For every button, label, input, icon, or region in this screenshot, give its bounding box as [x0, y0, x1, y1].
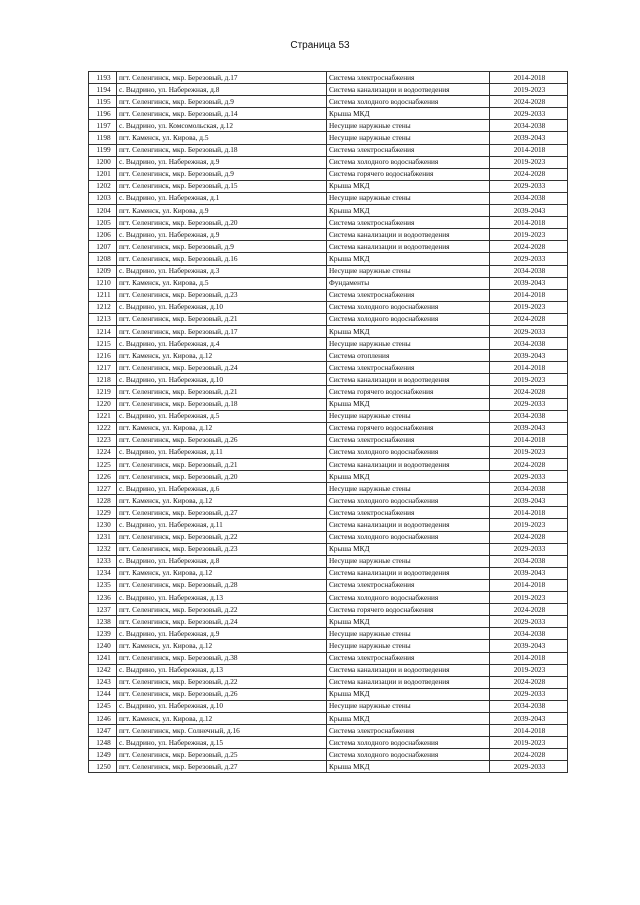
system-cell: Система горячего водоснабжения — [327, 386, 490, 398]
period-cell: 2039-2043 — [490, 132, 568, 144]
table-row — [89, 555, 568, 567]
address-cell: пгт. Селенгинск, мкр. Березовый, д.38 — [117, 652, 327, 664]
address-cell: пгт. Селенгинск, мкр. Березовый, д.26 — [117, 434, 327, 446]
period-cell: 2029-2033 — [490, 180, 568, 192]
address-cell: пгт. Селенгинск, мкр. Березовый, д.26 — [117, 688, 327, 700]
period-cell: 2039-2043 — [490, 640, 568, 652]
system-cell: Крыша МКД — [327, 325, 490, 337]
row-number: 1197 — [89, 120, 117, 132]
row-number: 1213 — [89, 313, 117, 325]
address-cell: с. Выдрино, ул. Набережная, д.6 — [117, 483, 327, 495]
row-number: 1234 — [89, 567, 117, 579]
row-number: 1246 — [89, 712, 117, 724]
address-cell: пгт. Селенгинск, мкр. Березовый, д.9 — [117, 241, 327, 253]
system-cell: Крыша МКД — [327, 712, 490, 724]
period-cell: 2014-2018 — [490, 725, 568, 737]
page-title: Страница 53 — [290, 40, 350, 51]
address-cell: с. Выдрино, ул. Набережная, д.10 — [117, 301, 327, 313]
table-row — [89, 664, 568, 676]
row-number: 1245 — [89, 700, 117, 712]
address-cell: с. Выдрино, ул. Набережная, д.11 — [117, 519, 327, 531]
address-cell: с. Выдрино, ул. Набережная, д.4 — [117, 338, 327, 350]
period-cell: 2029-2033 — [490, 471, 568, 483]
period-cell: 2034-2038 — [490, 410, 568, 422]
row-number: 1206 — [89, 229, 117, 241]
table-row — [89, 217, 568, 229]
table-row — [89, 398, 568, 410]
table-row — [89, 446, 568, 458]
system-cell: Система электроснабжения — [327, 579, 490, 591]
row-number: 1225 — [89, 459, 117, 471]
address-cell: с. Выдрино, ул. Набережная, д.8 — [117, 84, 327, 96]
address-cell: пгт. Селенгинск, мкр. Березовый, д.22 — [117, 531, 327, 543]
row-number: 1194 — [89, 84, 117, 96]
address-cell: пгт. Селенгинск, мкр. Солнечный, д.16 — [117, 725, 327, 737]
row-number: 1199 — [89, 144, 117, 156]
address-cell: с. Выдрино, ул. Набережная, д.15 — [117, 737, 327, 749]
system-cell: Система холодного водоснабжения — [327, 592, 490, 604]
system-cell: Несущие наружные стены — [327, 628, 490, 640]
table-row — [89, 313, 568, 325]
table-row — [89, 144, 568, 156]
period-cell: 2014-2018 — [490, 362, 568, 374]
row-number: 1209 — [89, 265, 117, 277]
row-number: 1241 — [89, 652, 117, 664]
system-cell: Система электроснабжения — [327, 289, 490, 301]
row-number: 1210 — [89, 277, 117, 289]
period-cell: 2029-2033 — [490, 253, 568, 265]
address-cell: пгт. Каменск, ул. Кирова, д.12 — [117, 422, 327, 434]
table-row — [89, 362, 568, 374]
system-cell: Система электроснабжения — [327, 725, 490, 737]
period-cell: 2019-2023 — [490, 519, 568, 531]
system-cell: Несущие наружные стены — [327, 700, 490, 712]
table-row — [89, 338, 568, 350]
period-cell: 2039-2043 — [490, 422, 568, 434]
address-cell: пгт. Каменск, ул. Кирова, д.12 — [117, 350, 327, 362]
row-number: 1207 — [89, 241, 117, 253]
system-cell: Система холодного водоснабжения — [327, 737, 490, 749]
address-cell: пгт. Каменск, ул. Кирова, д.12 — [117, 567, 327, 579]
table-row — [89, 471, 568, 483]
address-cell: пгт. Селенгинск, мкр. Березовый, д.22 — [117, 676, 327, 688]
table-row — [89, 567, 568, 579]
system-cell: Крыша МКД — [327, 253, 490, 265]
address-cell: с. Выдрино, ул. Набережная, д.8 — [117, 555, 327, 567]
address-cell: пгт. Селенгинск, мкр. Березовый, д.18 — [117, 398, 327, 410]
address-cell: пгт. Селенгинск, мкр. Березовый, д.27 — [117, 761, 327, 773]
table-row — [89, 700, 568, 712]
system-cell: Несущие наружные стены — [327, 640, 490, 652]
system-cell: Система холодного водоснабжения — [327, 531, 490, 543]
period-cell: 2029-2033 — [490, 761, 568, 773]
row-number: 1226 — [89, 471, 117, 483]
system-cell: Несущие наружные стены — [327, 410, 490, 422]
table-row — [89, 192, 568, 204]
period-cell: 2024-2028 — [490, 168, 568, 180]
period-cell: 2029-2033 — [490, 543, 568, 555]
address-cell: пгт. Селенгинск, мкр. Березовый, д.24 — [117, 616, 327, 628]
period-cell: 2019-2023 — [490, 737, 568, 749]
table-row — [89, 301, 568, 313]
period-cell: 2039-2043 — [490, 277, 568, 289]
period-cell: 2034-2038 — [490, 483, 568, 495]
address-cell: с. Выдрино, ул. Набережная, д.13 — [117, 592, 327, 604]
table-row — [89, 120, 568, 132]
address-cell: пгт. Селенгинск, мкр. Березовый, д.15 — [117, 180, 327, 192]
system-cell: Система канализации и водоотведения — [327, 459, 490, 471]
table-row — [89, 604, 568, 616]
period-cell: 2019-2023 — [490, 446, 568, 458]
system-cell: Система холодного водоснабжения — [327, 749, 490, 761]
address-cell: пгт. Селенгинск, мкр. Березовый, д.9 — [117, 168, 327, 180]
address-cell: пгт. Селенгинск, мкр. Березовый, д.27 — [117, 507, 327, 519]
table-row — [89, 507, 568, 519]
system-cell: Крыша МКД — [327, 398, 490, 410]
period-cell: 2024-2028 — [490, 241, 568, 253]
row-number: 1217 — [89, 362, 117, 374]
system-cell: Система канализации и водоотведения — [327, 676, 490, 688]
table-row — [89, 688, 568, 700]
address-cell: пгт. Селенгинск, мкр. Березовый, д.28 — [117, 579, 327, 591]
address-cell: пгт. Селенгинск, мкр. Березовый, д.17 — [117, 72, 327, 84]
table-row — [89, 374, 568, 386]
row-number: 1231 — [89, 531, 117, 543]
table-row — [89, 483, 568, 495]
period-cell: 2024-2028 — [490, 531, 568, 543]
address-cell: с. Выдрино, ул. Набережная, д.9 — [117, 628, 327, 640]
system-cell: Система канализации и водоотведения — [327, 664, 490, 676]
table-row — [89, 543, 568, 555]
period-cell: 2029-2033 — [490, 108, 568, 120]
address-cell: пгт. Селенгинск, мкр. Березовый, д.20 — [117, 471, 327, 483]
table-row — [89, 725, 568, 737]
system-cell: Система электроснабжения — [327, 72, 490, 84]
table-row — [89, 132, 568, 144]
system-cell: Крыша МКД — [327, 543, 490, 555]
period-cell: 2014-2018 — [490, 72, 568, 84]
table-row — [89, 495, 568, 507]
table-row — [89, 422, 568, 434]
period-cell: 2039-2043 — [490, 567, 568, 579]
table-row — [89, 628, 568, 640]
row-number: 1214 — [89, 325, 117, 337]
address-cell: пгт. Селенгинск, мкр. Березовый, д.23 — [117, 543, 327, 555]
table-row — [89, 229, 568, 241]
row-number: 1201 — [89, 168, 117, 180]
address-cell: пгт. Селенгинск, мкр. Березовый, д.9 — [117, 96, 327, 108]
system-cell: Несущие наружные стены — [327, 120, 490, 132]
system-cell: Крыша МКД — [327, 688, 490, 700]
row-number: 1244 — [89, 688, 117, 700]
row-number: 1236 — [89, 592, 117, 604]
period-cell: 2014-2018 — [490, 434, 568, 446]
row-number: 1227 — [89, 483, 117, 495]
period-cell: 2024-2028 — [490, 749, 568, 761]
period-cell: 2019-2023 — [490, 229, 568, 241]
row-number: 1211 — [89, 289, 117, 301]
table-row — [89, 386, 568, 398]
row-number: 1193 — [89, 72, 117, 84]
row-number: 1205 — [89, 217, 117, 229]
table-row — [89, 761, 568, 773]
row-number: 1222 — [89, 422, 117, 434]
period-cell: 2029-2033 — [490, 688, 568, 700]
row-number: 1212 — [89, 301, 117, 313]
address-cell: пгт. Селенгинск, мкр. Березовый, д.23 — [117, 289, 327, 301]
address-cell: пгт. Селенгинск, мкр. Березовый, д.25 — [117, 749, 327, 761]
table-row — [89, 289, 568, 301]
system-cell: Система отопления — [327, 350, 490, 362]
system-cell: Система холодного водоснабжения — [327, 446, 490, 458]
row-number: 1220 — [89, 398, 117, 410]
period-cell: 2034-2038 — [490, 265, 568, 277]
period-cell: 2039-2043 — [490, 350, 568, 362]
row-number: 1228 — [89, 495, 117, 507]
row-number: 1250 — [89, 761, 117, 773]
system-cell: Система электроснабжения — [327, 362, 490, 374]
address-cell: пгт. Селенгинск, мкр. Березовый, д.24 — [117, 362, 327, 374]
system-cell: Система электроснабжения — [327, 217, 490, 229]
period-cell: 2034-2038 — [490, 192, 568, 204]
row-number: 1235 — [89, 579, 117, 591]
address-cell: пгт. Селенгинск, мкр. Березовый, д.18 — [117, 144, 327, 156]
repair-schedule-table — [88, 71, 568, 773]
period-cell: 2014-2018 — [490, 289, 568, 301]
address-cell: пгт. Селенгинск, мкр. Березовый, д.14 — [117, 108, 327, 120]
system-cell: Система канализации и водоотведения — [327, 374, 490, 386]
row-number: 1237 — [89, 604, 117, 616]
address-cell: пгт. Селенгинск, мкр. Березовый, д.22 — [117, 604, 327, 616]
table-row — [89, 350, 568, 362]
row-number: 1247 — [89, 725, 117, 737]
table-row — [89, 205, 568, 217]
row-number: 1198 — [89, 132, 117, 144]
system-cell: Крыша МКД — [327, 108, 490, 120]
table-row — [89, 72, 568, 84]
table-row — [89, 640, 568, 652]
table-row — [89, 108, 568, 120]
system-cell: Система холодного водоснабжения — [327, 156, 490, 168]
period-cell: 2019-2023 — [490, 664, 568, 676]
table-row — [89, 592, 568, 604]
address-cell: с. Выдрино, ул. Набережная, д.1 — [117, 192, 327, 204]
row-number: 1233 — [89, 555, 117, 567]
period-cell: 2014-2018 — [490, 507, 568, 519]
row-number: 1243 — [89, 676, 117, 688]
table-row — [89, 180, 568, 192]
system-cell: Система канализации и водоотведения — [327, 567, 490, 579]
period-cell: 2019-2023 — [490, 374, 568, 386]
system-cell: Крыша МКД — [327, 761, 490, 773]
row-number: 1240 — [89, 640, 117, 652]
system-cell: Несущие наружные стены — [327, 483, 490, 495]
period-cell: 2024-2028 — [490, 313, 568, 325]
row-number: 1204 — [89, 205, 117, 217]
system-cell: Несущие наружные стены — [327, 555, 490, 567]
table-row — [89, 712, 568, 724]
system-cell: Система канализации и водоотведения — [327, 84, 490, 96]
row-number: 1224 — [89, 446, 117, 458]
system-cell: Система электроснабжения — [327, 144, 490, 156]
period-cell: 2019-2023 — [490, 156, 568, 168]
row-number: 1216 — [89, 350, 117, 362]
period-cell: 2024-2028 — [490, 604, 568, 616]
system-cell: Несущие наружные стены — [327, 265, 490, 277]
table-row — [89, 459, 568, 471]
table-row — [89, 325, 568, 337]
table-row — [89, 253, 568, 265]
period-cell: 2039-2043 — [490, 712, 568, 724]
address-cell: пгт. Каменск, ул. Кирова, д.9 — [117, 205, 327, 217]
period-cell: 2029-2033 — [490, 398, 568, 410]
row-number: 1238 — [89, 616, 117, 628]
period-cell: 2034-2038 — [490, 555, 568, 567]
row-number: 1208 — [89, 253, 117, 265]
system-cell: Фундаменты — [327, 277, 490, 289]
table-row — [89, 265, 568, 277]
address-cell: с. Выдрино, ул. Набережная, д.3 — [117, 265, 327, 277]
period-cell: 2034-2038 — [490, 700, 568, 712]
system-cell: Система канализации и водоотведения — [327, 241, 490, 253]
table-row — [89, 652, 568, 664]
address-cell: пгт. Селенгинск, мкр. Березовый, д.16 — [117, 253, 327, 265]
system-cell: Несущие наружные стены — [327, 132, 490, 144]
period-cell: 2024-2028 — [490, 459, 568, 471]
table-row — [89, 616, 568, 628]
system-cell: Система электроснабжения — [327, 434, 490, 446]
row-number: 1219 — [89, 386, 117, 398]
period-cell: 2019-2023 — [490, 301, 568, 313]
row-number: 1203 — [89, 192, 117, 204]
table-row — [89, 277, 568, 289]
system-cell: Крыша МКД — [327, 180, 490, 192]
table-row — [89, 168, 568, 180]
table-row — [89, 519, 568, 531]
row-number: 1202 — [89, 180, 117, 192]
table-row — [89, 96, 568, 108]
row-number: 1232 — [89, 543, 117, 555]
table-row — [89, 531, 568, 543]
table-row — [89, 434, 568, 446]
row-number: 1196 — [89, 108, 117, 120]
period-cell: 2039-2043 — [490, 205, 568, 217]
row-number: 1229 — [89, 507, 117, 519]
system-cell: Система холодного водоснабжения — [327, 313, 490, 325]
system-cell: Система канализации и водоотведения — [327, 229, 490, 241]
row-number: 1200 — [89, 156, 117, 168]
row-number: 1218 — [89, 374, 117, 386]
period-cell: 2039-2043 — [490, 495, 568, 507]
table-row — [89, 156, 568, 168]
system-cell: Крыша МКД — [327, 205, 490, 217]
table-body — [89, 72, 568, 773]
address-cell: с. Выдрино, ул. Набережная, д.11 — [117, 446, 327, 458]
system-cell: Система электроснабжения — [327, 507, 490, 519]
system-cell: Система холодного водоснабжения — [327, 96, 490, 108]
row-number: 1221 — [89, 410, 117, 422]
row-number: 1223 — [89, 434, 117, 446]
address-cell: пгт. Селенгинск, мкр. Березовый, д.17 — [117, 325, 327, 337]
system-cell: Крыша МКД — [327, 616, 490, 628]
period-cell: 2019-2023 — [490, 592, 568, 604]
address-cell: пгт. Каменск, ул. Кирова, д.12 — [117, 712, 327, 724]
row-number: 1248 — [89, 737, 117, 749]
period-cell: 2014-2018 — [490, 579, 568, 591]
system-cell: Система горячего водоснабжения — [327, 168, 490, 180]
period-cell: 2034-2038 — [490, 628, 568, 640]
address-cell: с. Выдрино, ул. Набережная, д.10 — [117, 700, 327, 712]
period-cell: 2034-2038 — [490, 338, 568, 350]
table-row — [89, 676, 568, 688]
system-cell: Система канализации и водоотведения — [327, 519, 490, 531]
address-cell: с. Выдрино, ул. Комсомольская, д.12 — [117, 120, 327, 132]
system-cell: Несущие наружные стены — [327, 192, 490, 204]
system-cell: Система горячего водоснабжения — [327, 604, 490, 616]
period-cell: 2019-2023 — [490, 84, 568, 96]
address-cell: с. Выдрино, ул. Набережная, д.9 — [117, 229, 327, 241]
period-cell: 2034-2038 — [490, 120, 568, 132]
address-cell: пгт. Каменск, ул. Кирова, д.5 — [117, 277, 327, 289]
row-number: 1230 — [89, 519, 117, 531]
address-cell: с. Выдрино, ул. Набережная, д.5 — [117, 410, 327, 422]
address-cell: пгт. Каменск, ул. Кирова, д.12 — [117, 495, 327, 507]
system-cell: Крыша МКД — [327, 471, 490, 483]
address-cell: пгт. Селенгинск, мкр. Березовый, д.21 — [117, 459, 327, 471]
period-cell: 2024-2028 — [490, 386, 568, 398]
address-cell: пгт. Каменск, ул. Кирова, д.12 — [117, 640, 327, 652]
system-cell: Система электроснабжения — [327, 652, 490, 664]
row-number: 1242 — [89, 664, 117, 676]
address-cell: пгт. Селенгинск, мкр. Березовый, д.21 — [117, 386, 327, 398]
table-row — [89, 241, 568, 253]
system-cell: Система холодного водоснабжения — [327, 301, 490, 313]
address-cell: пгт. Каменск, ул. Кирова, д.5 — [117, 132, 327, 144]
system-cell: Несущие наружные стены — [327, 338, 490, 350]
table-row — [89, 749, 568, 761]
row-number: 1195 — [89, 96, 117, 108]
period-cell: 2014-2018 — [490, 652, 568, 664]
table-row — [89, 579, 568, 591]
row-number: 1249 — [89, 749, 117, 761]
system-cell: Система холодного водоснабжения — [327, 495, 490, 507]
row-number: 1239 — [89, 628, 117, 640]
table-row — [89, 410, 568, 422]
period-cell: 2024-2028 — [490, 676, 568, 688]
system-cell: Система горячего водоснабжения — [327, 422, 490, 434]
address-cell: пгт. Селенгинск, мкр. Березовый, д.20 — [117, 217, 327, 229]
table-row — [89, 737, 568, 749]
address-cell: с. Выдрино, ул. Набережная, д.13 — [117, 664, 327, 676]
address-cell: пгт. Селенгинск, мкр. Березовый, д.21 — [117, 313, 327, 325]
period-cell: 2024-2028 — [490, 96, 568, 108]
period-cell: 2029-2033 — [490, 616, 568, 628]
row-number: 1215 — [89, 338, 117, 350]
period-cell: 2014-2018 — [490, 217, 568, 229]
address-cell: с. Выдрино, ул. Набережная, д.10 — [117, 374, 327, 386]
address-cell: с. Выдрино, ул. Набережная, д.9 — [117, 156, 327, 168]
period-cell: 2014-2018 — [490, 144, 568, 156]
table-row — [89, 84, 568, 96]
period-cell: 2029-2033 — [490, 325, 568, 337]
